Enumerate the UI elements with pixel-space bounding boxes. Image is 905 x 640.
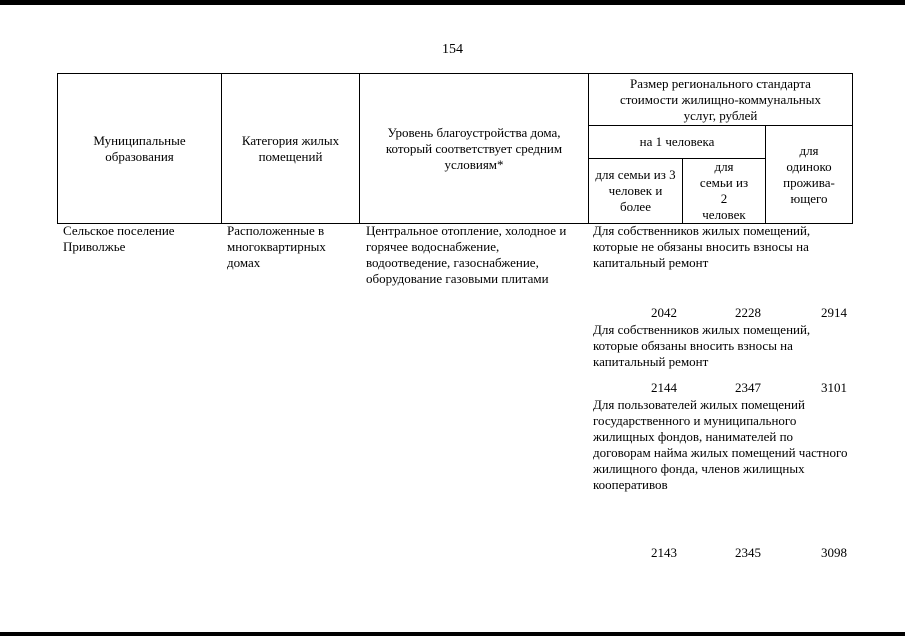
group-3-family3: 2143 — [651, 545, 677, 560]
row-level: Центральное отопление, холодное и горячее водоснабжение, водоотведение, газоснабжение, оборудование газовыми плитами — [366, 223, 567, 286]
row-municipality: Сельское поселение Приволжье — [63, 223, 175, 254]
group-2-family3: 2144 — [651, 380, 677, 395]
bottom-rule — [0, 632, 905, 636]
group-3-single: 3098 — [821, 545, 847, 560]
group-1-single: 2914 — [821, 305, 847, 320]
header-family2: для семьи из 2 человек — [683, 159, 766, 224]
page-number: 154 — [442, 42, 463, 57]
header-level: Уровень благоустройства дома, который соответствует средним условиям* — [360, 74, 589, 224]
group-1-family2: 2228 — [735, 305, 761, 320]
header-municipality: Муниципальные образования — [58, 74, 222, 224]
header-per-person: на 1 человека — [589, 126, 766, 159]
top-rule — [0, 0, 905, 5]
group-1-label: Для собственников жилых помещений, которые не обязаны вносить взносы на капитальный ремонт — [593, 223, 811, 270]
header-standard: Размер регионального стандарта стоимости жилищно-коммунальных услуг, рублей — [589, 74, 853, 126]
group-3-label: Для пользователей жилых помещений государственного и муниципального жилищных фондов, нанимателей по договорам найма жилых помещений частного жилищного фонда, членов жилищных кооперативов — [593, 397, 848, 492]
group-3-family2: 2345 — [735, 545, 761, 560]
group-2-label: Для собственников жилых помещений, которые обязаны вносить взносы на капитальный ремонт — [593, 322, 811, 369]
table-header — [57, 73, 853, 224]
header-single: для одиноко прожива-ющего — [766, 126, 853, 224]
group-2-single: 3101 — [821, 380, 847, 395]
header-family3: для семьи из 3 человек и более — [589, 159, 683, 224]
group-1-family3: 2042 — [651, 305, 677, 320]
header-category: Категория жилых помещений — [222, 74, 360, 224]
group-2-family2: 2347 — [735, 380, 761, 395]
row-category: Расположенные в многоквартирных домах — [227, 223, 326, 270]
